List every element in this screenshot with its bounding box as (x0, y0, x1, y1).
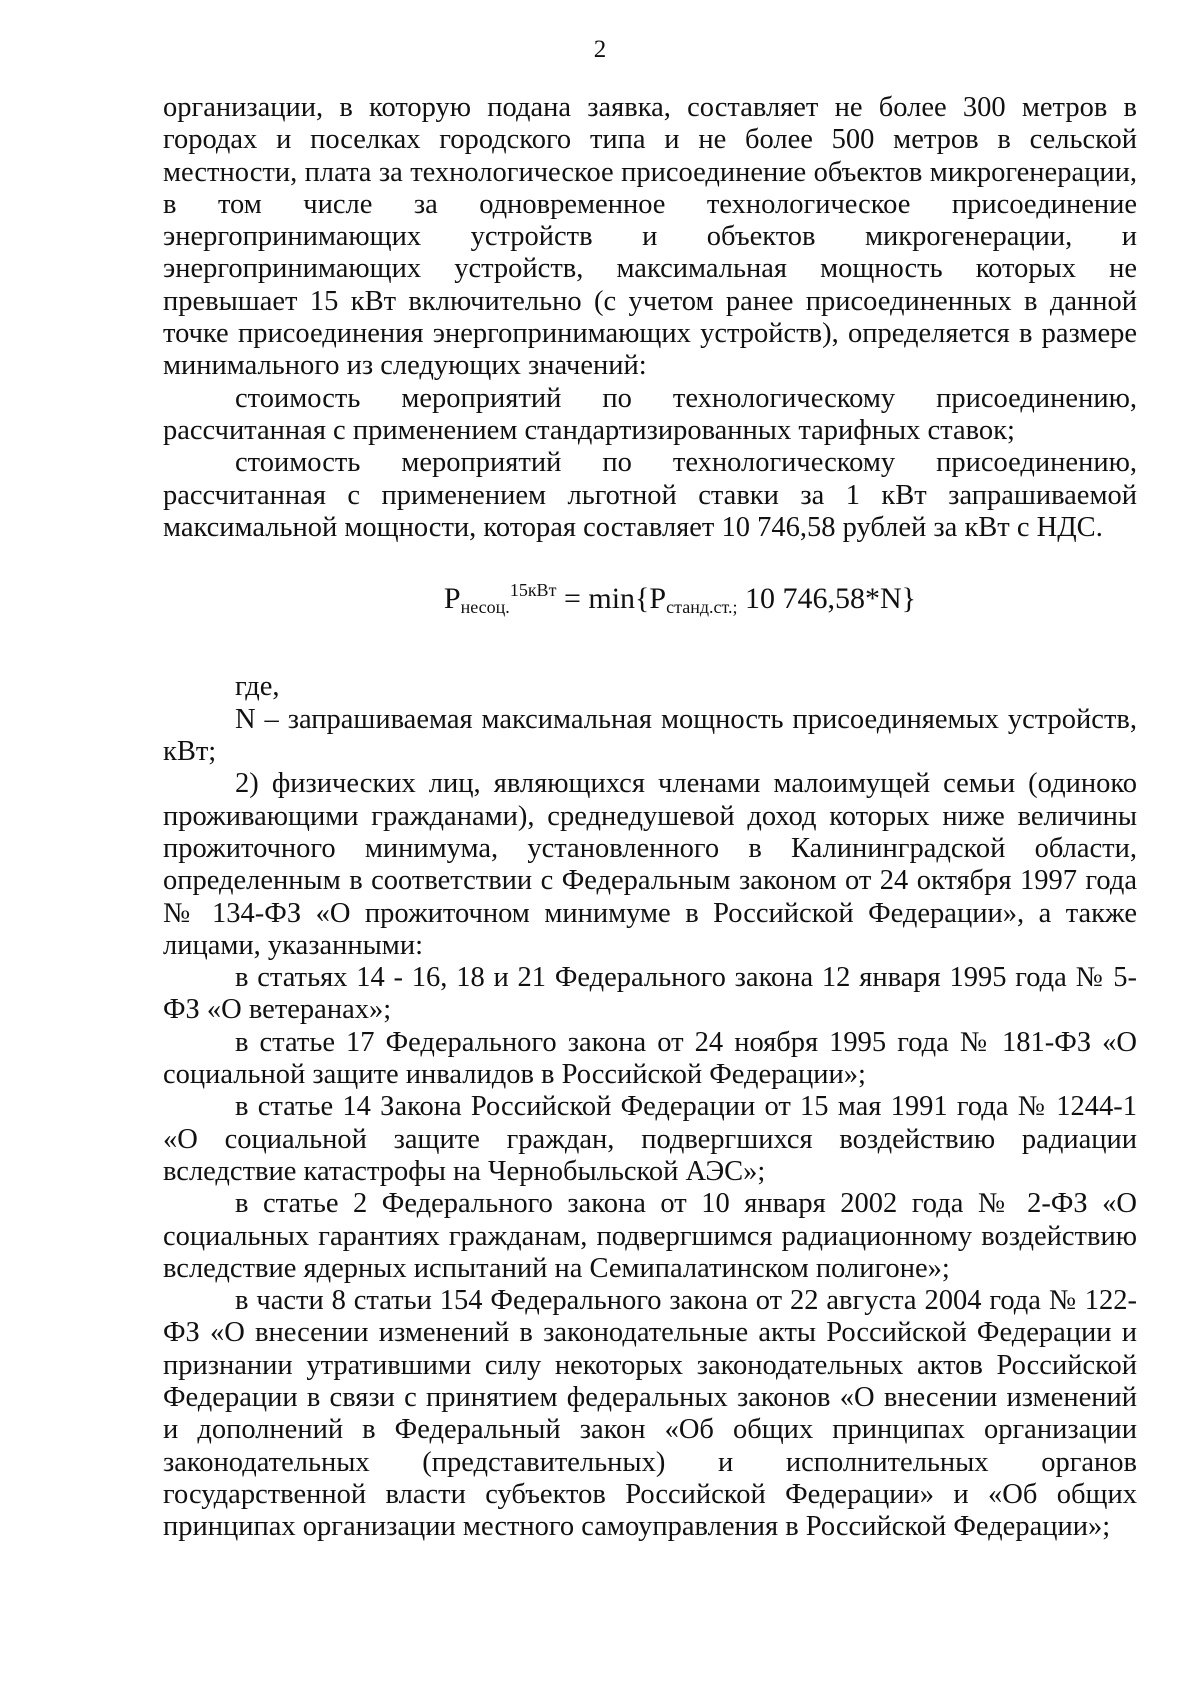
paragraph-law-122fz: в части 8 статьи 154 Федерального закона от 22 августа 2004 года № 122-ФЗ «О внесении изменений в законодательные акты Российской Федерации и признании утратившими силу некоторых законодательных актов Российской Федерации в связи с принятием федеральных законов «О внесении изменений и дополнений в Федеральный закон «Об общих принципах организации законодательных (представительных) и исполнительных органов государственной власти субъектов Российской Федерации» и «Об общих принципах организации местного самоуправления в Российской Федерации»; (163, 1285, 1137, 1543)
formula-lhs-main: P (443, 582, 461, 616)
formula-rhs-sub: станд.ст.; (666, 597, 738, 618)
page-number: 2 (593, 36, 607, 63)
paragraph-option-preferential-rate: стоимость мероприятий по технологическому присоединению, рассчитанная с применением льготной ставки за 1 кВт запрашиваемой максимальной мощности, которая составляет 10 746,58 рублей за кВт с НДС. (163, 447, 1137, 543)
paragraph-definition-n: N – запрашиваемая максимальная мощность присоединяемых устройств, кВт; (163, 703, 1137, 768)
formula-lhs-sup: 15кВт (509, 580, 557, 601)
document-body (163, 92, 1137, 1543)
paragraph-law-disabled: в статье 17 Федерального закона от 24 ноября 1995 года № 181-ФЗ «О социальной защите инвалидов в Российской Федерации»; (163, 1026, 1137, 1091)
paragraph-law-semipalatinsk: в статье 2 Федерального закона от 10 января 2002 года № 2-ФЗ «О социальных гарантиях гражданам, подвергшимся радиационному воздействию вследствие ядерных испытаний на Семипалатинском полигоне»; (163, 1188, 1137, 1284)
paragraph-where: где, (235, 671, 280, 703)
paragraph-option-standard-rates: стоимость мероприятий по технологическому присоединению, рассчитанная с применением стандартизированных тарифных ставок; (163, 382, 1137, 446)
paragraph-item-2: 2) физических лиц, являющихся членами малоимущей семьи (одиноко проживающими гражданами), среднедушевой доход которых ниже величины прожиточного минимума, установленного в Калининградской области, определенным в соответствии с Федеральным законом от 24 октября 1997 года № 134-ФЗ «О прожиточном минимуме в Российской Федерации», а также лицами, указанными: (163, 768, 1137, 961)
formula-rhs-rest: 10 746,58*N} (737, 582, 917, 616)
paragraph-law-veterans: в статьях 14 - 16, 18 и 21 Федерального закона 12 января 1995 года № 5-ФЗ «О ветеранах»; (163, 962, 1137, 1026)
paragraph-continuation: организации, в которую подана заявка, составляет не более 300 метров в городах и поселках городского типа и не более 500 метров в сельской местности, плата за технологическое присоединение объектов микрогенерации, в том числе за одновременное технологическое присоединение энергопринимающих устройств и объектов микрогенерации, и энергопринимающих устройств, максимальная мощность которых не превышает 15 кВт включительно (с учетом ранее присоединенных в данной точке присоединения энергопринимающих устройств), определяется в размере минимального из следующих значений: (163, 92, 1137, 382)
paragraph-law-chernobyl: в статье 14 Закона Российской Федерации от 15 мая 1991 года № 1244-1 «О социальной защите граждан, подвергшихся воздействию радиации вследствие катастрофы на Чернобыльской АЭС»; (163, 1091, 1137, 1187)
formula-eq: = min{P (556, 582, 667, 616)
formula (163, 574, 1137, 623)
formula-lhs-sub: несоц. (460, 597, 510, 618)
